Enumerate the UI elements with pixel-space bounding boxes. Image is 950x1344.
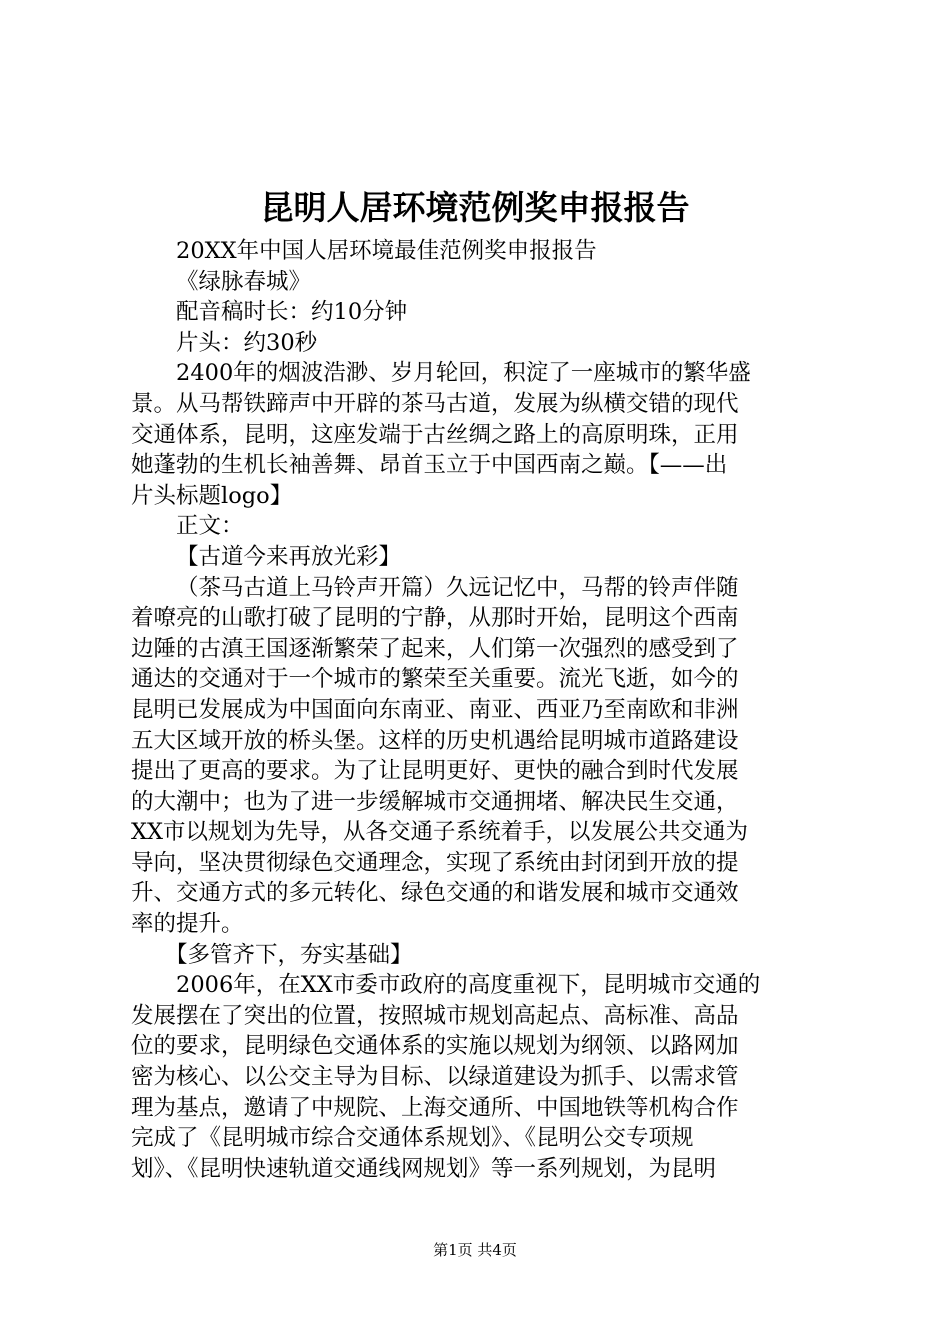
paragraph-line: 发展摆在了突出的位置，按照城市规划高起点、高标准、高品 bbox=[131, 1002, 739, 1029]
paragraph-line: 率的提升。 bbox=[131, 911, 244, 938]
paragraph-line: 位的要求，昆明绿色交通体系的实施以规划为纲领、以路网加 bbox=[131, 1033, 739, 1060]
paragraph-line: 划》、《昆明快速轨道交通线网规划》等一系列规划，为昆明 bbox=[131, 1155, 717, 1182]
paragraph-line: 密为核心、以公交主导为目标、以绿道建设为抓手、以需求管 bbox=[131, 1064, 739, 1091]
paragraph-line: 片头标题logo】 bbox=[131, 482, 293, 509]
section-heading: 【多管齐下，夯实基础】 bbox=[165, 941, 413, 968]
page-number-footer: 第1页 共4页 bbox=[433, 1241, 517, 1259]
paragraph-line: 2006年，在XX市委市政府的高度重视下，昆明城市交通的 bbox=[176, 972, 761, 999]
paragraph-line: 理为基点，邀请了中规院、上海交通所、中国地铁等机构合作 bbox=[131, 1094, 739, 1121]
paragraph-line: 导向，坚决贯彻绿色交通理念，实现了系统由封闭到开放的提 bbox=[131, 849, 739, 876]
paragraph-line: 她蓬勃的生机长袖善舞、昂首玉立于中国西南之巅。【——出 bbox=[131, 452, 728, 479]
paragraph-line: 提出了更高的要求。为了让昆明更好、更快的融合到时代发展 bbox=[131, 758, 739, 785]
paragraph-line: 景。从马帮铁蹄声中开辟的茶马古道，发展为纵横交错的现代 bbox=[131, 390, 739, 417]
paragraph-line: 着嘹亮的山歌打破了昆明的宁静，从那时开始，昆明这个西南 bbox=[131, 605, 739, 632]
document-body bbox=[131, 236, 831, 1184]
section-label: 正文： bbox=[176, 513, 244, 540]
paragraph-line: 边陲的古滇王国逐渐繁荣了起来，人们第一次强烈的感受到了 bbox=[131, 635, 739, 662]
paragraph-line: 升、交通方式的多元转化、绿色交通的和谐发展和城市交通效 bbox=[131, 880, 739, 907]
paragraph-line: 昆明已发展成为中国面向东南亚、南亚、西亚乃至南欧和非洲 bbox=[131, 696, 739, 723]
paragraph-line: 通达的交通对于一个城市的繁荣至关重要。流光飞逝，如今的 bbox=[131, 666, 739, 693]
document-title: 昆明人居环境范例奖申报报告 bbox=[260, 188, 690, 227]
subtitle-line: 20XX年中国人居环境最佳范例奖申报报告 bbox=[176, 238, 597, 264]
duration-line: 配音稿时长：约10分钟 bbox=[176, 299, 408, 326]
paragraph-line: （茶马古道上马铃声开篇）久远记忆中，马帮的铃声伴随 bbox=[176, 574, 739, 601]
paragraph-line: 五大区域开放的桥头堡。这样的历史机遇给昆明城市道路建设 bbox=[131, 727, 739, 754]
paragraph-line: XX市以规划为先导，从各交通子系统着手，以发展公共交通为 bbox=[131, 819, 749, 846]
work-title-line: 《绿脉春城》 bbox=[176, 268, 312, 295]
intro-duration-line: 片头：约30秒 bbox=[176, 329, 318, 356]
section-heading: 【古道今来再放光彩】 bbox=[176, 543, 402, 570]
paragraph-line: 的大潮中；也为了进一步缓解城市交通拥堵、解决民生交通， bbox=[131, 788, 739, 815]
paragraph-line: 交通体系，昆明，这座发端于古丝绸之路上的高原明珠，正用 bbox=[131, 421, 739, 448]
paragraph-line: 2400年的烟波浩渺、岁月轮回，积淀了一座城市的繁华盛 bbox=[176, 360, 751, 387]
paragraph-line: 完成了《昆明城市综合交通体系规划》、《昆明公交专项规 bbox=[131, 1125, 694, 1152]
